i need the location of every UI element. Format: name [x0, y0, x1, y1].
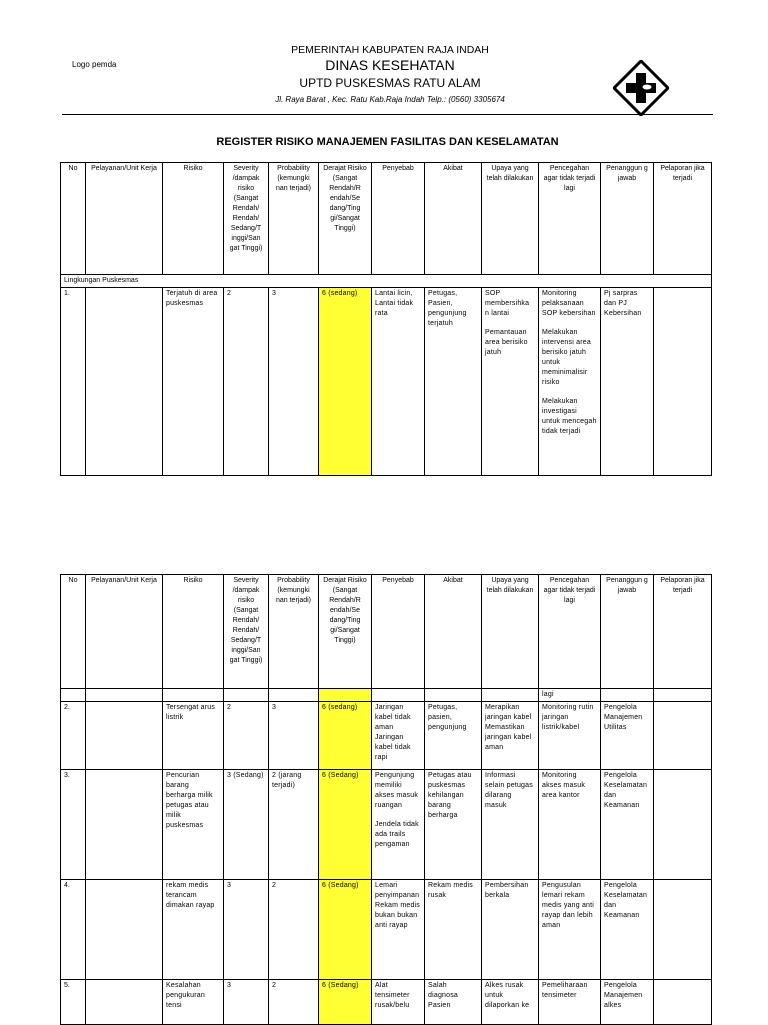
- table-row: [61, 880, 712, 980]
- cell-unit: [86, 880, 163, 980]
- penyebab-item: Jendela tidak ada trails pengaman: [375, 821, 419, 848]
- header-pencegahan: Pencegahan agar tidak terjadi lagi: [539, 575, 601, 689]
- cell-empty: [372, 689, 425, 702]
- cell-pelaporan: [654, 702, 712, 770]
- header-derajat: Derajat Risiko (Sangat Rendah/R endah/Se dang/Ting gi/Sangat Tinggi): [319, 163, 372, 275]
- cell-empty: [425, 689, 482, 702]
- cell-pencegahan: Pemeliharaan tensimeter: [539, 980, 601, 1025]
- risk-register-table-1: [60, 162, 712, 476]
- header-no: No: [61, 575, 86, 689]
- table-row: [61, 980, 712, 1025]
- cell-risiko: Tersengat arus listrik: [163, 702, 224, 770]
- letterhead-government: PEMERINTAH KABUPATEN RAJA INDAH: [291, 44, 489, 56]
- cell-penanggung: Pj sarpras dan PJ Kebersihan: [601, 288, 654, 476]
- cell-continuation: lagi: [539, 689, 601, 702]
- header-risiko: Risiko: [163, 575, 224, 689]
- section-label: Lingkungan Puskesmas: [61, 275, 712, 288]
- cell-severity: 3: [224, 880, 269, 980]
- cell-penyebab: Alat tensimeter rusak/belu: [372, 980, 425, 1025]
- cell-no: 1.: [61, 288, 86, 476]
- cell-akibat: Rekam medis rusak: [425, 880, 482, 980]
- header-unit: Pelayanan/Unit Kerja: [86, 163, 163, 275]
- header-akibat: Akibat: [425, 163, 482, 275]
- cell-probability: 2: [269, 880, 319, 980]
- header-severity: Severity /dampak risiko (Sangat Rendah/ Rendah/ Sedang/T inggi/San gat Tinggi): [224, 575, 269, 689]
- cell-akibat: Salah diagnosa Pasien: [425, 980, 482, 1025]
- cell-empty: [61, 689, 86, 702]
- cell-penyebab: Lemari penyimpanan Rekam medis bukan bukan anti rayap: [372, 880, 425, 980]
- cell-pencegahan: Monitoring rutin jaringan listrik/kabel: [539, 702, 601, 770]
- cell-penyebab: Lantai licin, Lantai tidak rata: [372, 288, 425, 476]
- cell-penanggung: Pengelola Manajemen alkes: [601, 980, 654, 1025]
- header-penanggung: Penanggun g jawab: [601, 163, 654, 275]
- cell-pelaporan: [654, 880, 712, 980]
- cell-risiko: Terjatuh di area puskesmas: [163, 288, 224, 476]
- cell-derajat: 6 (Sedang): [319, 770, 372, 880]
- cell-risiko: Pencurian barang berharga milik petugas atau milik puskesmas: [163, 770, 224, 880]
- pencegahan-item: Melakukan intervensi area berisiko jatuh untuk meminimalisir risiko: [542, 329, 591, 386]
- cell-akibat: Petugas atau puskesmas kehilangan barang berharga: [425, 770, 482, 880]
- cell-probability: 3: [269, 702, 319, 770]
- table-header-row: [61, 163, 712, 275]
- cell-no: 4.: [61, 880, 86, 980]
- header-upaya: Upaya yang telah dilakukan: [482, 575, 539, 689]
- header-unit: Pelayanan/Unit Kerja: [86, 575, 163, 689]
- cell-severity: 3 (Sedang): [224, 770, 269, 880]
- header-penyebab: Penyebab: [372, 575, 425, 689]
- cell-pencegahan: Monitoring akses masuk area kantor: [539, 770, 601, 880]
- letterhead-department: DINAS KESEHATAN: [325, 57, 455, 73]
- cell-penanggung: Pengelola Manajemen Utilitas: [601, 702, 654, 770]
- cell-empty: [269, 689, 319, 702]
- cell-no: 5.: [61, 980, 86, 1025]
- header-no: No: [61, 163, 86, 275]
- letterhead-address: Jl. Raya Barat , Kec. Ratu Kab.Raja Indah Telp.: (0560) 3305674: [275, 95, 505, 104]
- header-akibat: Akibat: [425, 575, 482, 689]
- cell-pencegahan: [539, 288, 601, 476]
- cell-derajat: 6 (sedang): [319, 288, 372, 476]
- header-penyebab: Penyebab: [372, 163, 425, 275]
- header-upaya: Upaya yang telah dilakukan: [482, 163, 539, 275]
- cell-upaya: [482, 288, 539, 476]
- letterhead-divider: [62, 114, 713, 115]
- cell-empty: [601, 689, 654, 702]
- cell-upaya: Merapikan jaringan kabel Memastikan jaringan kabel aman: [482, 702, 539, 770]
- logo-placeholder-text: Logo pemda: [72, 60, 117, 69]
- cell-pelaporan: [654, 288, 712, 476]
- cell-empty: [482, 689, 539, 702]
- header-penanggung: Penanggun g jawab: [601, 575, 654, 689]
- cell-pelaporan: [654, 980, 712, 1025]
- cell-no: 3.: [61, 770, 86, 880]
- cell-empty: [654, 689, 712, 702]
- cell-empty: [86, 689, 163, 702]
- pencegahan-item: Melakukan investigasi untuk mencegah tidak terjadi: [542, 398, 597, 435]
- header-risiko: Risiko: [163, 163, 224, 275]
- cell-derajat: 6 (sedang): [319, 702, 372, 770]
- cell-unit: [86, 702, 163, 770]
- cell-probability: 2: [269, 980, 319, 1025]
- cell-unit: [86, 770, 163, 880]
- header-pelaporan: Pelaporan jika terjadi: [654, 575, 712, 689]
- upaya-item: SOP membersihka n lantai: [485, 290, 530, 317]
- cell-pelaporan: [654, 770, 712, 880]
- table-row: [61, 288, 712, 476]
- cell-probability: 2 (jarang terjadi): [269, 770, 319, 880]
- cell-upaya: Informasi selain petugas dilarang masuk: [482, 770, 539, 880]
- header-probability: Probability (kemungki nan terjadi): [269, 163, 319, 275]
- cell-pencegahan: Pengusulan lemari rekam medis yang anti rayap dan lebih aman: [539, 880, 601, 980]
- header-probability: Probability (kemungki nan terjadi): [269, 575, 319, 689]
- pencegahan-item: Monitoring pelaksanaan SOP kebersihan: [542, 290, 596, 317]
- cell-severity: 3: [224, 980, 269, 1025]
- cell-penanggung: Pengelola Keselamatan dan Keamanan: [601, 880, 654, 980]
- cell-risiko: Kesalahan pengukuran tensi: [163, 980, 224, 1025]
- cell-derajat: 6 (Sedang): [319, 880, 372, 980]
- cell-derajat: 6 (Sedang): [319, 980, 372, 1025]
- table-header-row: [61, 575, 712, 689]
- risk-register-table-2: [60, 574, 712, 1025]
- header-severity: Severity /dampak risiko (Sangat Rendah/ Rendah/ Sedang/T inggi/San gat Tinggi): [224, 163, 269, 275]
- table-row: [61, 702, 712, 770]
- cell-unit: [86, 288, 163, 476]
- cell-severity: 2: [224, 288, 269, 476]
- cell-akibat: Petugas, pasien, pengunjung: [425, 702, 482, 770]
- cell-penyebab: Jaringan kabel tidak aman Jaringan kabel tidak rapi: [372, 702, 425, 770]
- cell-risiko: rekam medis terancam dimakan rayap: [163, 880, 224, 980]
- cell-upaya: Alkes rusak untuk dilaporkan ke: [482, 980, 539, 1025]
- cell-empty: [224, 689, 269, 702]
- header-pelaporan: Pelaporan jika terjadi: [654, 163, 712, 275]
- cell-akibat: Petugas, Pasien, pengunjung terjatuh: [425, 288, 482, 476]
- table-row: [61, 770, 712, 880]
- cell-empty: [319, 689, 372, 702]
- letterhead-clinic: UPTD PUSKESMAS RATU ALAM: [299, 76, 481, 90]
- section-row: [61, 275, 712, 288]
- document-title: REGISTER RISIKO MANAJEMEN FASILITAS DAN KESELAMATAN: [216, 136, 559, 148]
- cell-empty: [163, 689, 224, 702]
- continuation-row: [61, 689, 712, 702]
- cell-no: 2.: [61, 702, 86, 770]
- penyebab-item: Pengunjung memiliki akses masuk ruangan: [375, 772, 419, 809]
- upaya-item: Pemantauan area berisiko jatuh: [485, 329, 528, 356]
- cell-probability: 3: [269, 288, 319, 476]
- cell-penyebab: [372, 770, 425, 880]
- cell-penanggung: Pengelola Keselamatan dan Keamanan: [601, 770, 654, 880]
- header-pencegahan: Pencegahan agar tidak terjadi lagi: [539, 163, 601, 275]
- cell-unit: [86, 980, 163, 1025]
- cell-upaya: Pembersihan berkala: [482, 880, 539, 980]
- cell-severity: 2: [224, 702, 269, 770]
- header-derajat: Derajat Risiko (Sangat Rendah/R endah/Se dang/Ting gi/Sangat Tinggi): [319, 575, 372, 689]
- health-cross-emblem-icon: [613, 60, 669, 116]
